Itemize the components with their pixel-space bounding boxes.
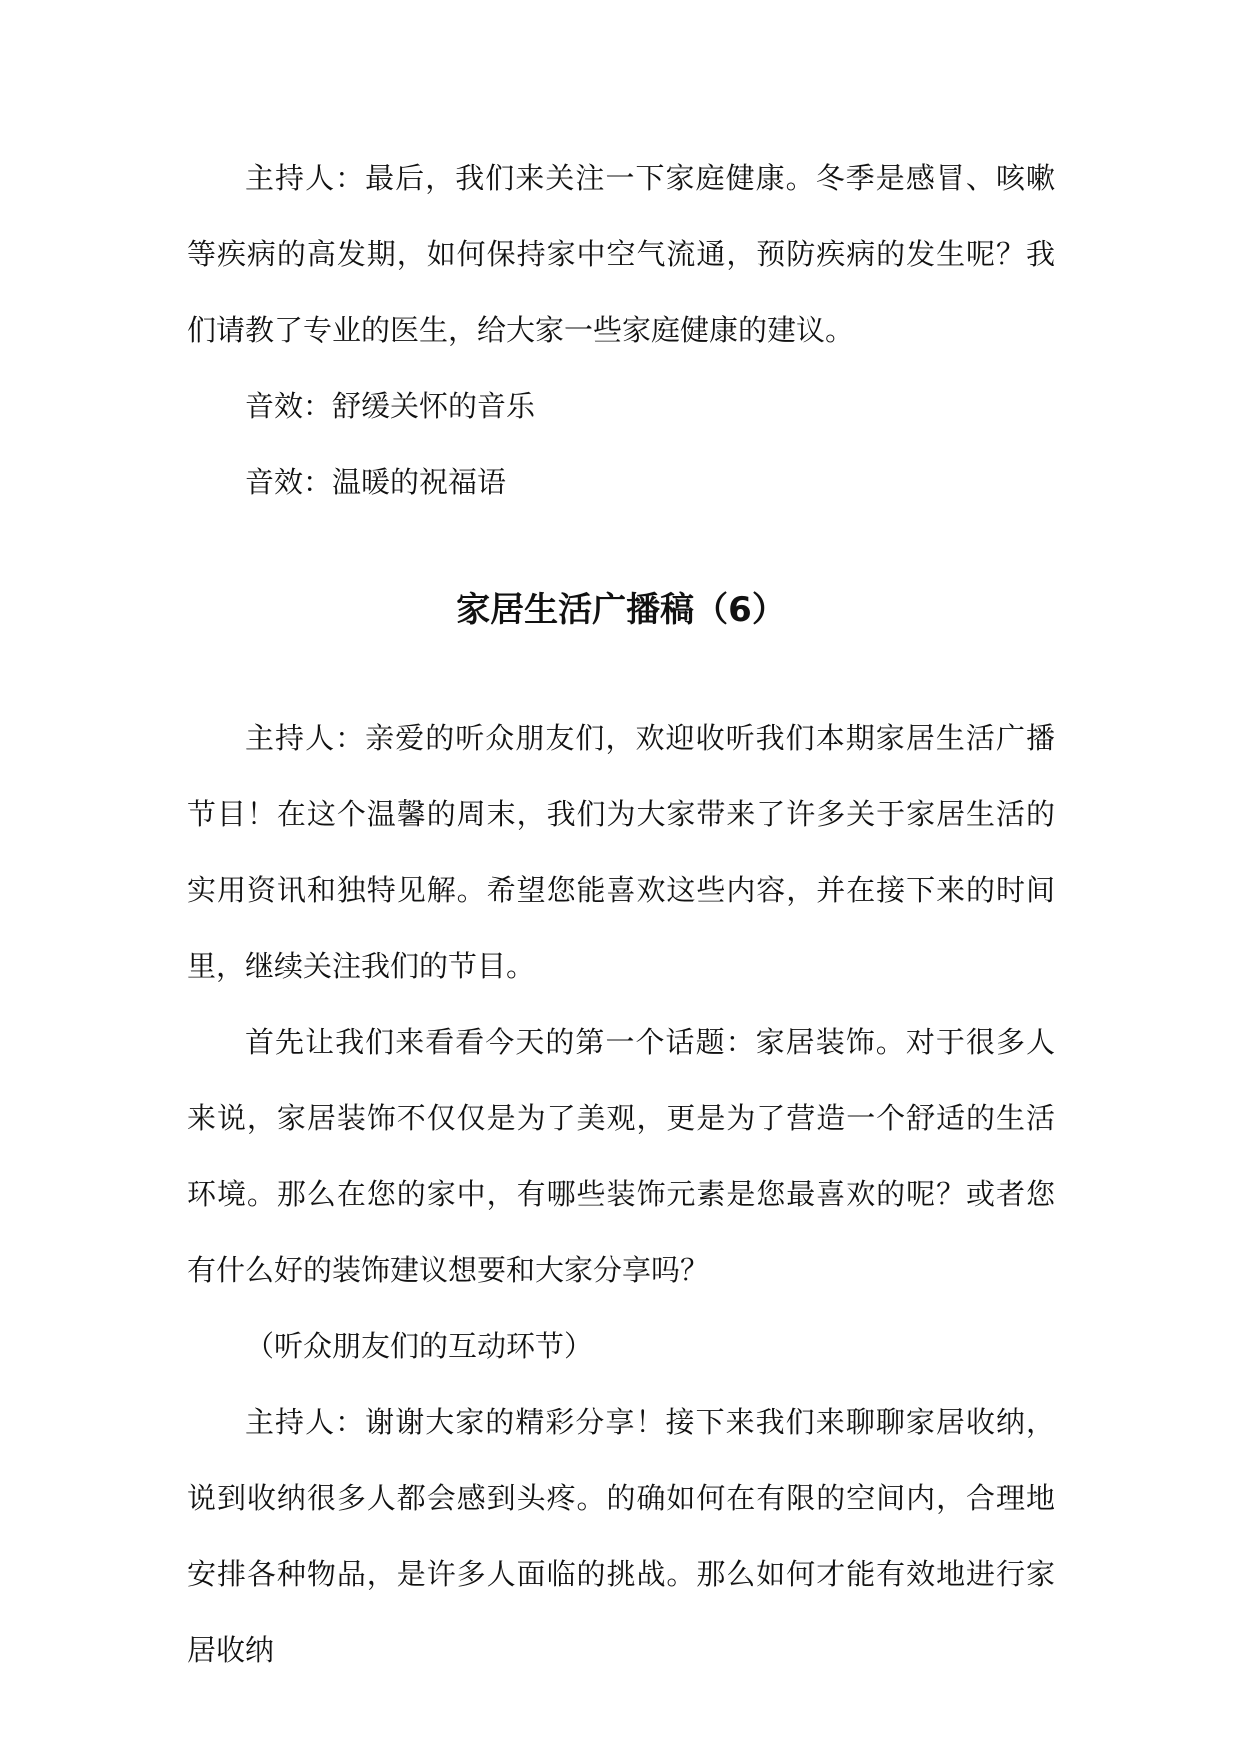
paragraph-sound-effect-music: 音效：舒缓关怀的音乐	[245, 389, 536, 423]
paragraph-health-intro: 主持人：最后，我们来关注一下家庭健康。冬季是感冒、咳嗽等疾病的高发期，如何保持家中空气流通，预防疾病的发生呢？我们请教了专业的医生，给大家一些家庭健康的建议。	[187, 161, 1055, 347]
paragraph-home-decoration: 首先让我们来看看今天的第一个话题：家居装饰。对于很多人来说，家居装饰不仅仅是为了美观，更是为了营造一个舒适的生活环境。那么在您的家中，有哪些装饰元素是您最喜欢的呢？或者您有什么好的装饰建议想要和大家分享吗？	[187, 1025, 1055, 1287]
document-body	[187, 140, 1055, 1688]
paragraph-sound-effect-blessing: 音效：温暖的祝福语	[245, 465, 507, 499]
paragraph-host-welcome: 主持人：亲爱的听众朋友们，欢迎收听我们本期家居生活广播节目！在这个温馨的周末，我们为大家带来了许多关于家居生活的实用资讯和独特见解。希望您能喜欢这些内容，并在接下来的时间里，继续关注我们的节目。	[187, 721, 1055, 983]
paragraph-home-storage: 主持人：谢谢大家的精彩分享！接下来我们来聊聊家居收纳，说到收纳很多人都会感到头疼。的确如何在有限的空间内，合理地安排各种物品，是许多人面临的挑战。那么如何才能有效地进行家居收纳	[187, 1405, 1055, 1667]
paragraph-listener-interaction: （听众朋友们的互动环节）	[245, 1329, 594, 1363]
section-title: 家居生活广播稿（6）	[456, 590, 786, 630]
